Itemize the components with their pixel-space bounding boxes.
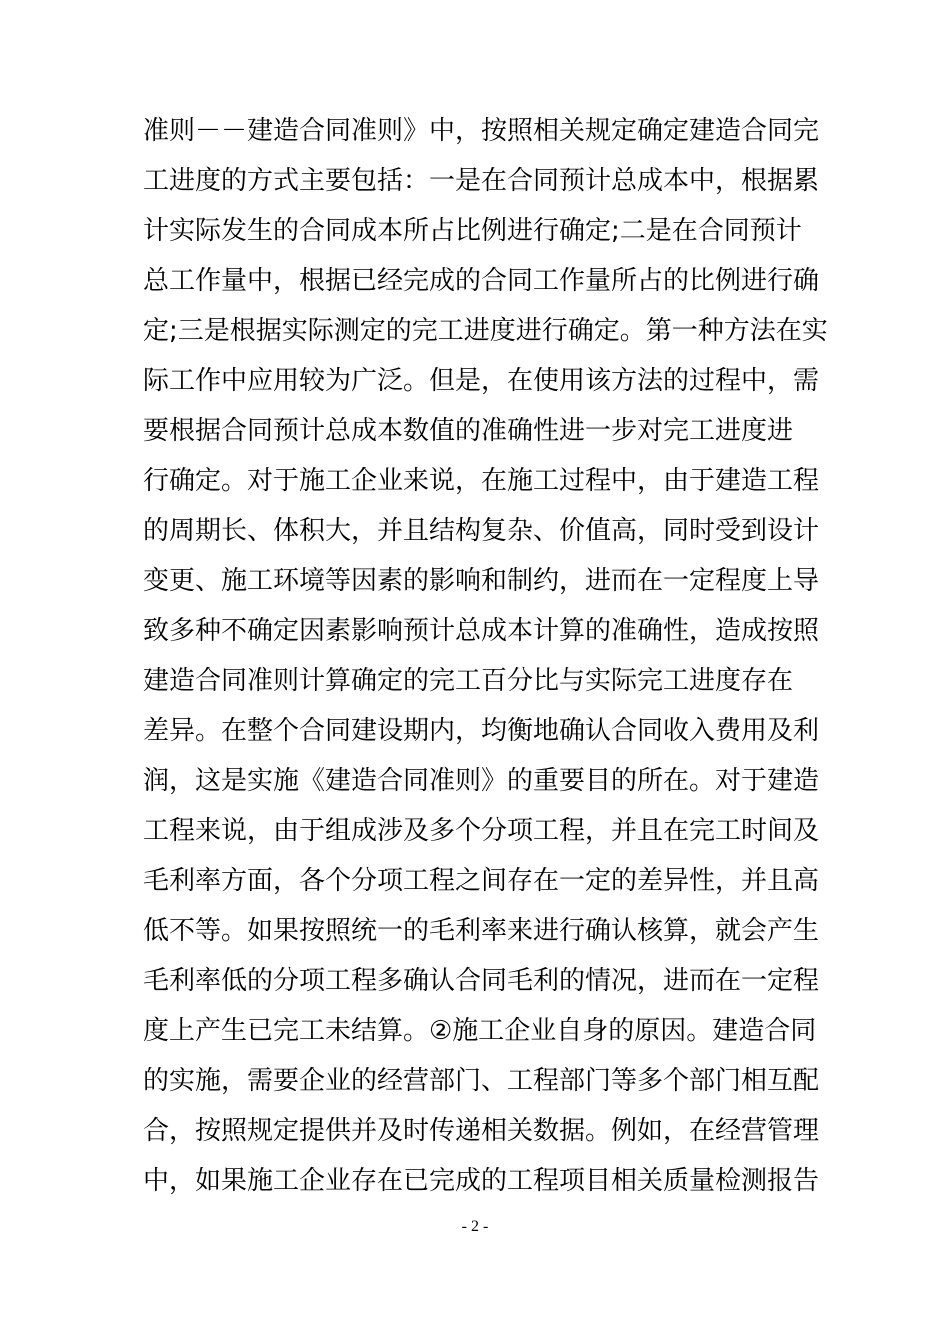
text-line: 毛利率方面，各个分项工程之间存在一定的差异性，并且高	[143, 866, 820, 896]
text-line: 总工作量中，根据已经完成的合同工作量所占的比例进行确	[143, 266, 820, 296]
text-line: 合，按照规定提供并及时传递相关数据。例如，在经营管理	[143, 1116, 820, 1146]
text-line: 中，如果施工企业存在已完成的工程项目相关质量检测报告	[143, 1166, 820, 1196]
text-line: 度上产生已完工未结算。②施工企业自身的原因。建造合同	[143, 1016, 817, 1046]
text-line: 建造合同准则计算确定的完工百分比与实际完工进度存在	[143, 666, 794, 696]
text-line: 低不等。如果按照统一的毛利率来进行确认核算，就会产生	[143, 916, 820, 946]
text-line: 计实际发生的合同成本所占比例进行确定;二是在合同预计	[143, 216, 802, 246]
page-number: - 2 -	[461, 1218, 489, 1235]
text-line: 差异。在整个合同建设期内，均衡地确认合同收入费用及利	[143, 716, 820, 746]
text-line: 变更、施工环境等因素的影响和制约，进而在一定程度上导	[143, 566, 820, 596]
text-line: 润，这是实施《建造合同准则》的重要目的所在。对于建造	[143, 766, 820, 796]
text-line: 定;三是根据实际测定的完工进度进行确定。第一种方法在实	[143, 316, 828, 346]
text-line: 致多种不确定因素影响预计总成本计算的准确性，造成按照	[143, 616, 820, 646]
text-line: 毛利率低的分项工程多确认合同毛利的情况，进而在一定程	[143, 966, 820, 996]
text-line: 行确定。对于施工企业来说，在施工过程中，由于建造工程	[143, 466, 820, 496]
text-line: 要根据合同预计总成本数值的准确性进一步对完工进度进	[143, 416, 794, 446]
text-line: 的周期长、体积大，并且结构复杂、价值高，同时受到设计	[143, 516, 820, 546]
text-line: 准则－－建造合同准则》中，按照相关规定确定建造合同完	[143, 116, 820, 146]
text-line: 工程来说，由于组成涉及多个分项工程，并且在完工时间及	[143, 816, 820, 846]
text-line: 工进度的方式主要包括：一是在合同预计总成本中，根据累	[143, 166, 820, 196]
body-paragraph	[143, 106, 843, 1206]
text-line: 际工作中应用较为广泛。但是，在使用该方法的过程中，需	[143, 366, 820, 396]
text-line: 的实施，需要企业的经营部门、工程部门等多个部门相互配	[143, 1066, 820, 1096]
